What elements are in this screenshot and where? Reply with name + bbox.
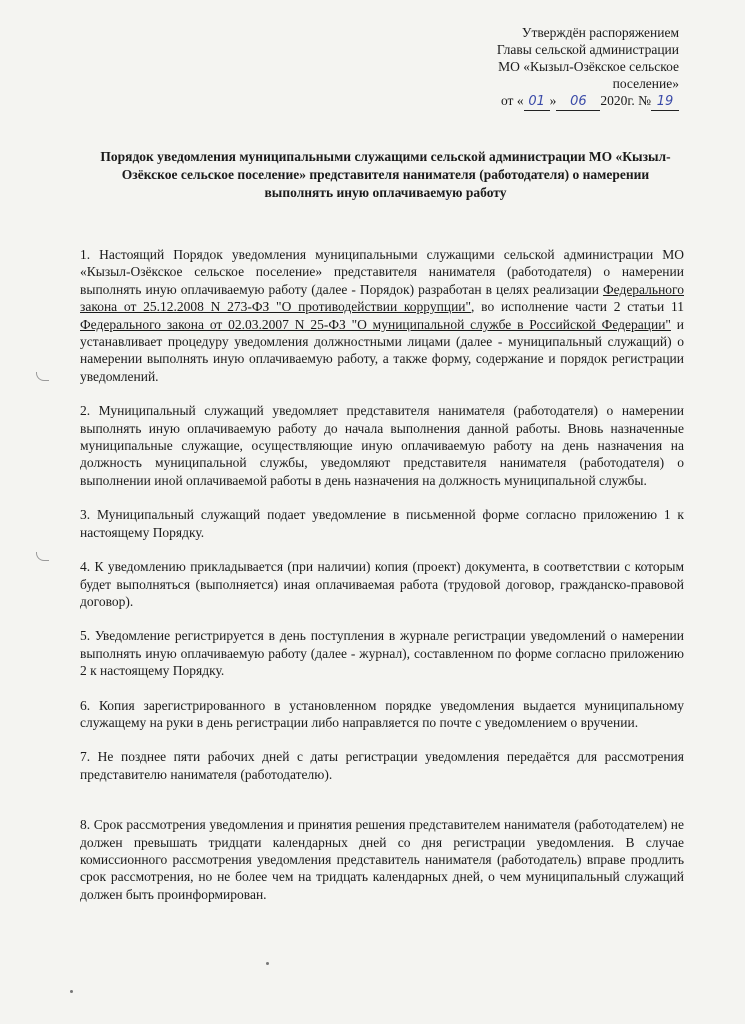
approval-line-3: МО «Кызыл-Озёкское сельское [498, 59, 679, 74]
date-day: 01 [524, 93, 550, 111]
date-month: 06 [556, 93, 600, 111]
scan-speck [70, 990, 73, 993]
approval-block [449, 24, 679, 111]
paragraph-7: 7. Не позднее пяти рабочих дней с даты регистрации уведомления передаётся для рассмотрения представителю нанимателя (работодателю). [80, 749, 684, 782]
punch-hole-mark [36, 552, 49, 561]
paragraph-5: 5. Уведомление регистрируется в день поступления в журнале регистрации уведомлений о намерении выполнять иную оплачиваемую работу (далее - журнал), составленном по форме согласно приложению 2 к настоящему Порядку. [80, 628, 684, 679]
scan-speck [266, 962, 269, 965]
document-body [80, 246, 684, 903]
paragraph-1-text-a: 1. Настоящий Порядок уведомления муниципальными служащими сельской администрации МО «Кызыл-Озёкское сельское поселение» представителя нанимателя (работодателя) о намерении выполнять иную оплачиваемую работу (далее - Порядок) разработан в целях реализации [80, 247, 684, 297]
date-sep: » [549, 93, 557, 108]
punch-hole-mark [36, 372, 49, 381]
date-year: 2020г. № [600, 93, 651, 108]
approval-date-line [449, 92, 679, 111]
approval-line-4: поселение» [612, 76, 679, 91]
paragraph-8: 8. Срок рассмотрения уведомления и принятия решения представителем нанимателя (работодателем) не должен превышать тридцати календарных дней со дня регистрации уведомления. В случае комиссионного рассмотрения уведомления представитель нанимателя (работодатель) вправе продлить срок рассмотрения, но не более чем на тридцать календарных дней, о чем муниципальный служащий должен быть проинформирован. [80, 817, 684, 902]
paragraph-2: 2. Муниципальный служащий уведомляет представителя нанимателя (работодателя) о намерении выполнять иную оплачиваемую работу до начала выполнения данной работы. Вновь назначенные муниципальные служащие, осуществляющие иную оплачиваемую работу на день назначения на должность муниципальной службы, уведомляют представителя нанимателя (работодателя) о выполнении иной оплачиваемой работы в день назначения на должность муниципальной службы. [80, 403, 684, 488]
paragraph-3: 3. Муниципальный служащий подает уведомление в письменной форме согласно приложению 1 к настоящему Порядку. [80, 507, 684, 540]
order-number: 19 [651, 93, 679, 111]
paragraph-1 [80, 246, 684, 385]
date-prefix: от « [500, 93, 524, 108]
approval-line-2: Главы сельской администрации [496, 42, 679, 57]
paragraph-1-text-c: и устанавливает процедуру уведомления должностными лицами (далее - муниципальный служащий) о намерении выполнять иную оплачиваемую работу, а также форму, содержание и порядок регистрации уведомлений. [80, 316, 684, 384]
paragraph-1-text-b: , во исполнение части 2 статьи 11 [471, 299, 684, 315]
law-link-25fz[interactable]: Федерального закона от 02.03.2007 N 25-ФЗ "О муниципальной службе в Российской Федерации" [80, 316, 671, 332]
paragraph-6: 6. Копия зарегистрированного в установленном порядке уведомления выдается муниципальному служащему на руки в день регистрации либо направляется по почте с уведомлением о вручении. [80, 697, 684, 730]
approval-line-1: Утверждён распоряжением [521, 25, 679, 40]
document-title: Порядок уведомления муниципальными служащими сельской администрации МО «Кызыл-Озёкское сельское поселение» представителя нанимателя (работодателя) о намерении выполнять иную оплачиваемую работу [100, 149, 671, 200]
law-link-273fz[interactable]: Федерального закона от 25.12.2008 N 273-ФЗ "О противодействии коррупции" [80, 281, 684, 315]
paragraph-4: 4. К уведомлению прикладывается (при наличии) копия (проект) документа, в соответствии с которым будет выполняться (выполняется) иная оплачиваемая работа (трудовой договор, гражданско-правовой договор). [80, 559, 684, 609]
